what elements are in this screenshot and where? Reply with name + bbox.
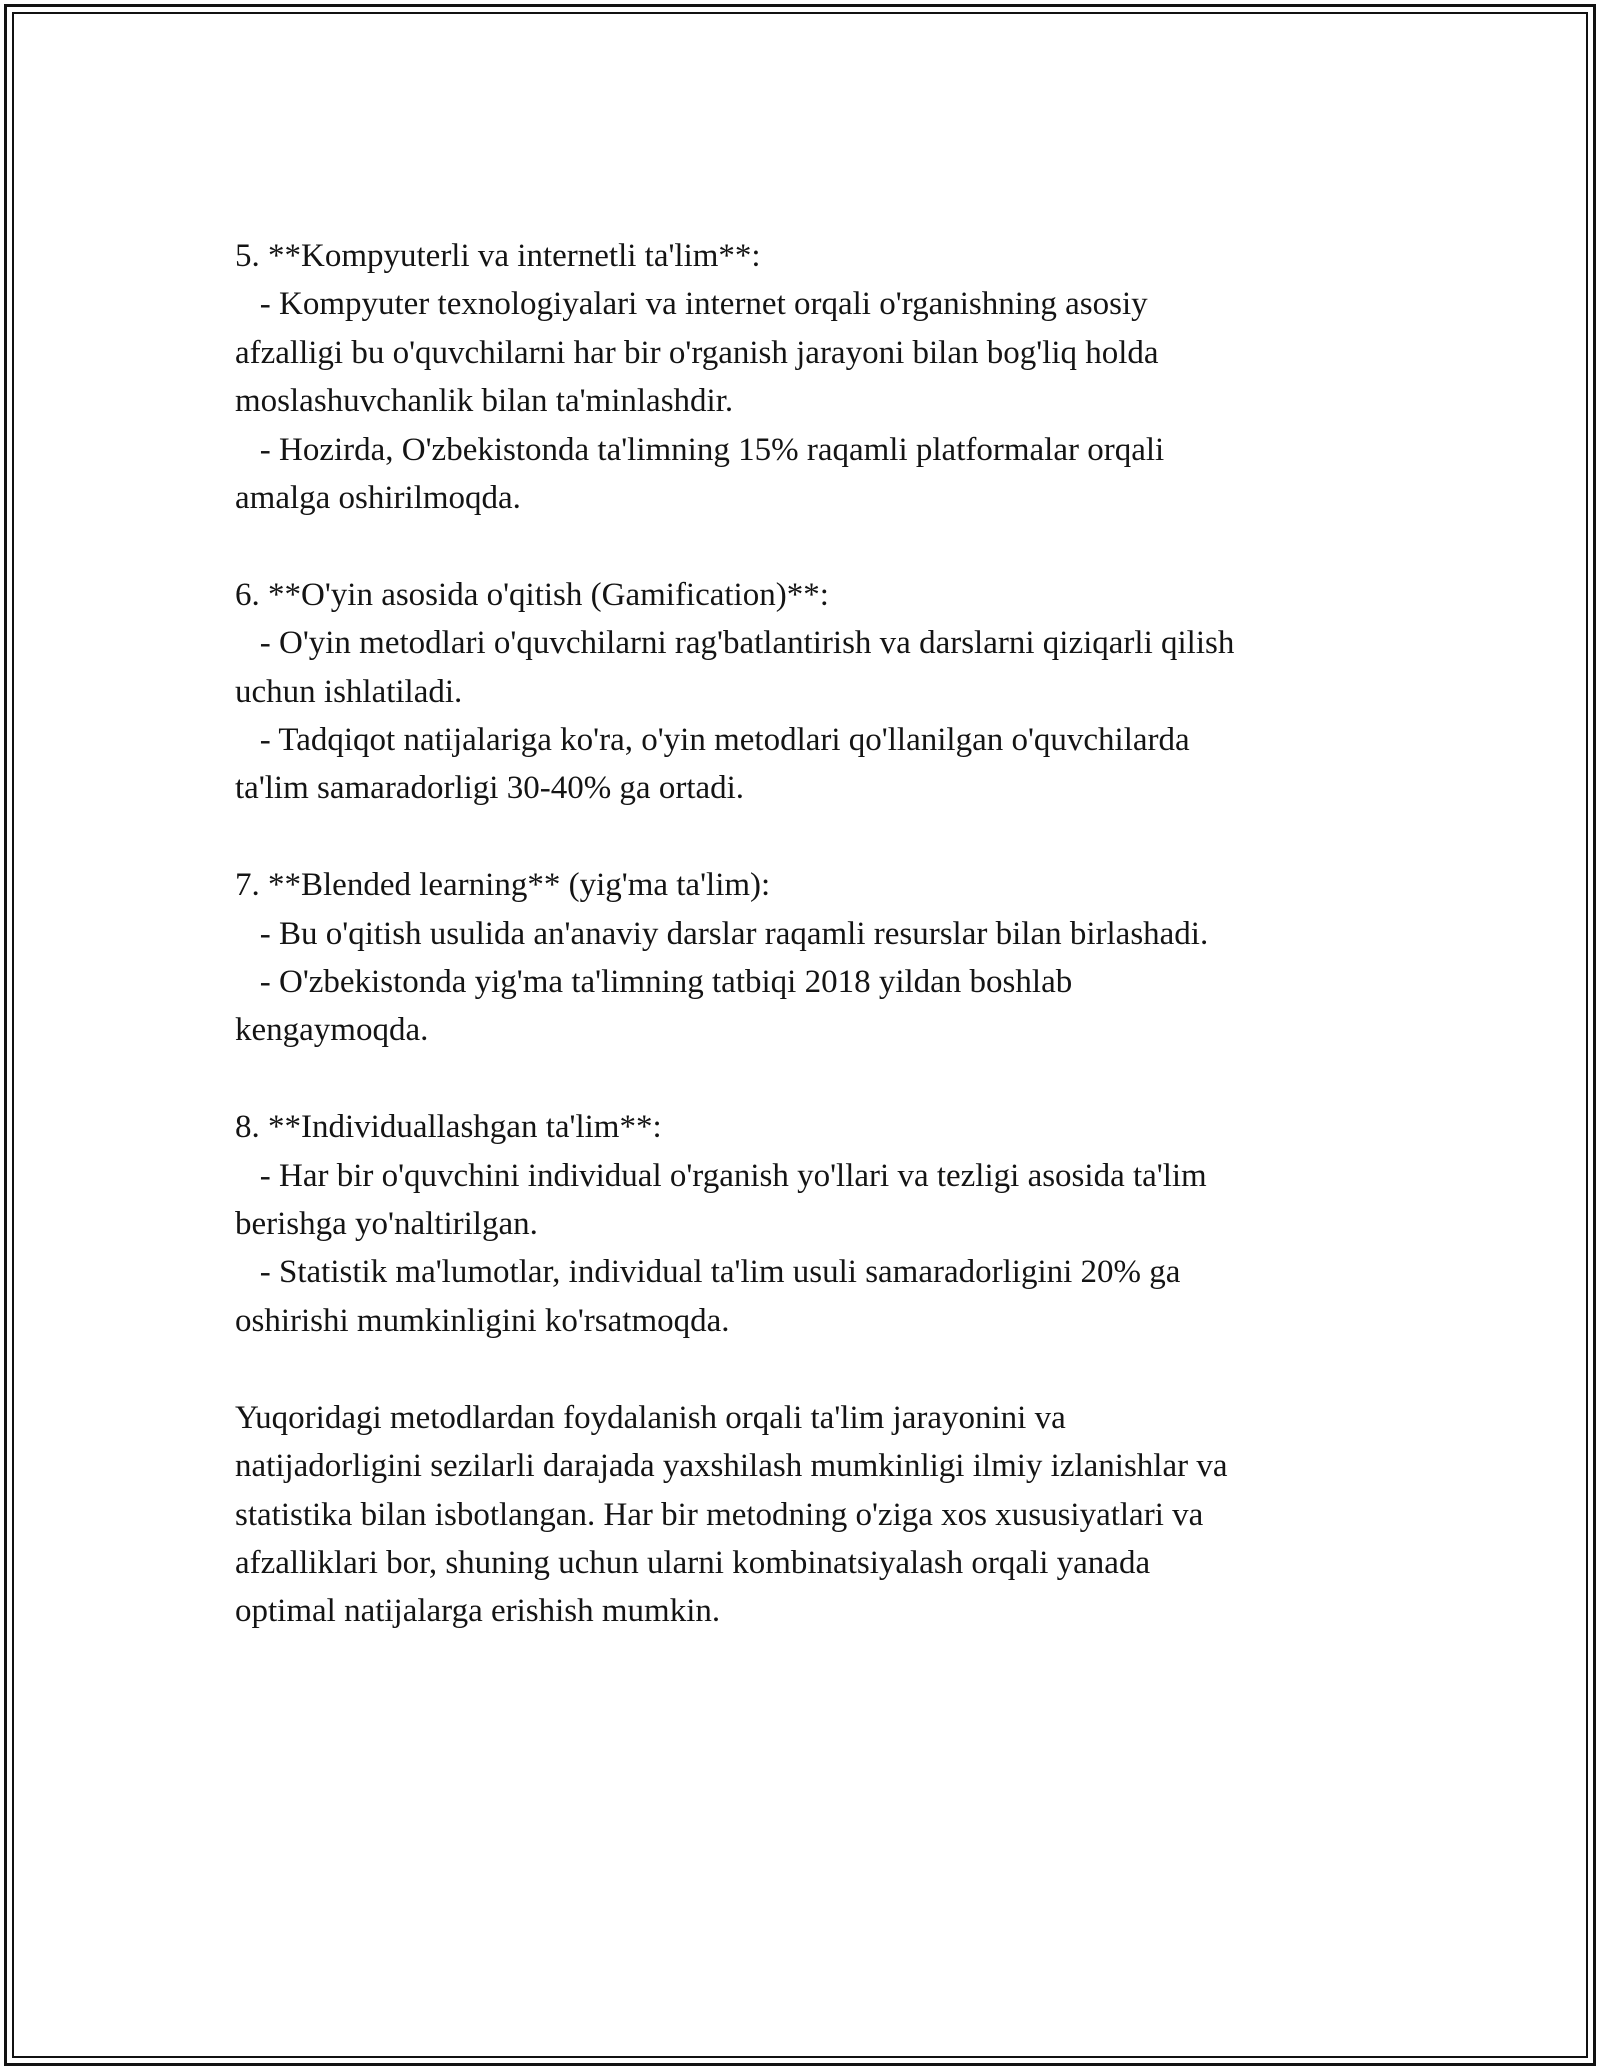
section-heading: 6. **O'yin asosida o'qitish (Gamification)**:	[235, 576, 829, 613]
conclusion-line: statistika bilan isbotlangan. Har bir metodning o'ziga xos xususiyatlari va	[235, 1496, 1204, 1533]
paragraph-spacer	[235, 813, 1365, 861]
section-heading: 8. **Individuallashgan ta'lim**:	[235, 1109, 662, 1146]
section-line: - Bu o'qitish usulida an'anaviy darslar raqamli resurslar bilan birlashadi.	[235, 915, 1209, 952]
section-line: ta'lim samaradorligi 30-40% ga ortadi.	[235, 770, 745, 807]
section-line: moslashuvchanlik bilan ta'minlashdir.	[235, 383, 734, 420]
section-line: amalga oshirilmoqda.	[235, 480, 521, 517]
section-line: kengaymoqda.	[235, 1012, 429, 1049]
section-line: - O'zbekistonda yig'ma ta'limning tatbiqi 2018 yildan boshlab	[235, 964, 1073, 1001]
conclusion-line: optimal natijalarga erishish mumkin.	[235, 1593, 721, 1630]
paragraph-spacer	[235, 522, 1365, 570]
conclusion-line: afzalliklari bor, shuning uchun ularni kombinatsiyalash orqali yanada	[235, 1544, 1151, 1581]
section-line: afzalligi bu o'quvchilarni har bir o'rganish jarayoni bilan bog'liq holda	[235, 334, 1159, 371]
section-line: - Tadqiqot natijalariga ko'ra, o'yin metodlari qo'llanilgan o'quvchilarda	[235, 722, 1190, 759]
conclusion-line: natijadorligini sezilarli darajada yaxshilash mumkinligi ilmiy izlanishlar va	[235, 1448, 1228, 1485]
section-line: oshirishi mumkinligini ko'rsatmoqda.	[235, 1302, 730, 1339]
conclusion-paragraph	[235, 1394, 1365, 1636]
section-line: uchun ishlatiladi.	[235, 673, 463, 710]
section-heading: 5. **Kompyuterli va internetli ta'lim**:	[235, 238, 761, 274]
section-line: - Har bir o'quvchini individual o'rganish yo'llari va tezligi asosida ta'lim	[235, 1157, 1207, 1194]
paragraph-spacer	[235, 1055, 1365, 1103]
section-heading: 7. **Blended learning** (yig'ma ta'lim):	[235, 867, 771, 904]
section-7	[235, 861, 1365, 1055]
section-line: - Statistik ma'lumotlar, individual ta'lim usuli samaradorligini 20% ga	[235, 1254, 1181, 1291]
section-line: - Kompyuter texnologiyalari va internet orqali o'rganishning asosiy	[235, 286, 1148, 323]
section-8	[235, 1103, 1365, 1345]
paragraph-spacer	[235, 1345, 1365, 1393]
document-body	[235, 232, 1365, 1636]
section-6	[235, 571, 1365, 813]
section-line: - O'yin metodlari o'quvchilarni rag'batlantirish va darslarni qiziqarli qilish	[235, 625, 1235, 662]
section-line: - Hozirda, O'zbekistonda ta'limning 15% raqamli platformalar orqali	[235, 431, 1165, 468]
section-line: berishga yo'naltirilgan.	[235, 1206, 538, 1243]
section-5	[235, 232, 1365, 522]
conclusion-line: Yuqoridagi metodlardan foydalanish orqali ta'lim jarayonini va	[235, 1399, 1066, 1436]
